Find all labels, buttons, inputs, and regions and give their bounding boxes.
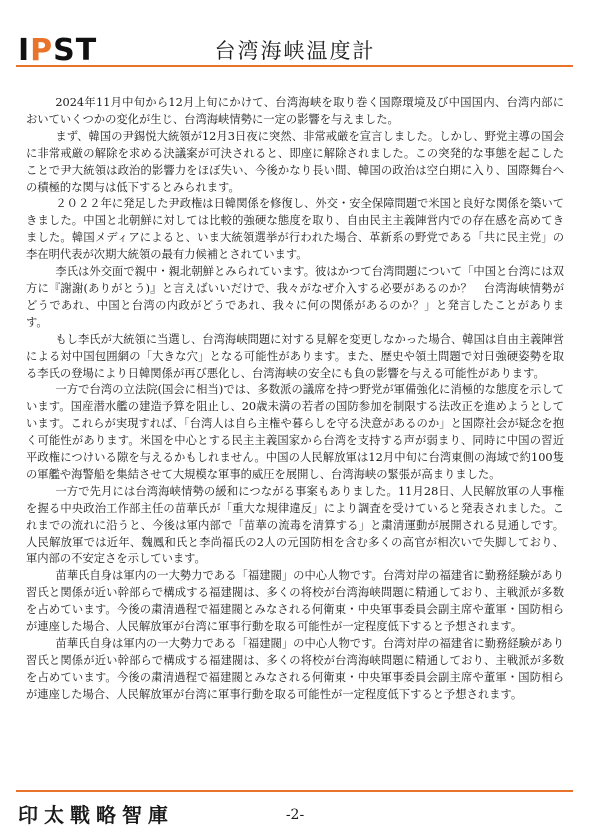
ipst-logo bbox=[18, 33, 98, 68]
paragraph: 一方で先月には台湾海峡情勢の緩和につながる事案もありました。11月28日、人民解放軍の人事権を握る中央政治工作部主任の苗華氏が「重大な規律違反」により調査を受けていると発表されました。これまでの流れに沿うと、今後は軍内部で「苗華の流毒を清算する」と粛清運動が展開される見通しです。人民解放軍では近年、魏鳳和氏と李尚福氏の2人の元国防相を含む多くの高官が相次いで失脚しており、軍内部の不安定さを示しています。 bbox=[26, 484, 564, 566]
page-number: -2- bbox=[285, 807, 305, 823]
page-header bbox=[0, 0, 589, 70]
publisher-name: 印太戰略智庫 bbox=[18, 803, 174, 827]
article-body bbox=[26, 95, 564, 704]
document-title: 台湾海峡温度計 bbox=[214, 39, 376, 63]
footer-divider bbox=[16, 790, 573, 792]
paragraph: 苗華氏自身は軍内の一大勢力である「福建閥」の中心人物です。台湾対岸の福建省に勤務経験があり習氏と関係が近い幹部らで構成する福建閥は、多くの将校が台湾海峡問題に精通しており、主戦派が多数を占めています。今後の粛清過程で福建閥とみなされる何衛東・中央軍事委員会副主席や董軍・国防相らが連座した場合、人民解放軍が台湾に軍事行動を取る可能性が一定程度低下すると予想されます。 bbox=[26, 637, 564, 701]
logo-letters-st: ST bbox=[53, 33, 98, 68]
paragraph: もし李氏が大統領に当選し、台湾海峡問題に対する見解を変更しなかった場合、韓国は自由主義陣営による対中国包囲網の「大きな穴」となる可能性があります。また、歴史や領土問題で対日強硬姿勢を取る李氏の登場により日韓関係が再び悪化し、台湾海峡の安全にも負の影響を与える可能性があります。 bbox=[26, 332, 564, 380]
paragraph: 2024年11月中旬から12月上旬にかけて、台湾海峡を取り巻く国際環境及び中国国内、台湾内部においていくつかの変化が生じ、台湾海峡情勢に一定の影響を与えました。 bbox=[26, 96, 564, 126]
paragraph: ２０２２年に発足した尹政権は日韓関係を修復し、外交・安全保障問題で米国と良好な関係を築いてきました。中国と北朝鮮に対しては比較的強硬な態度を取り、自由民主主義陣営内での存在感を高めてきました。韓国メディアによると、いま大統領選挙が行われた場合、革新系の野党である「共に民主党」の李在明代表が次期大統領の最有力候補とされています。 bbox=[26, 197, 564, 262]
paragraph: 李氏は外交面で親中・親北朝鮮とみられています。彼はかつて台湾問題について「中国と台湾には双方に『謝謝(ありがとう)』と言えばいいだけで、我々がなぜ介入する必要があるのか？ 台湾海峡情勢がどうであれ、中国と台湾の内政がどうであれ、我々に何の関係があるのか？」と発言したことがあります。 bbox=[26, 265, 564, 329]
paragraph: まず、韓国の尹錫悦大統領が12月3日夜に突然、非常戒厳を宣言しました。しかし、野党主導の国会に非常戒厳の解除を求める決議案が可決されると、即座に解除されました。この突発的な事態を起こしたことで尹大統領は政治的影響力をほぼ失い、今後かなり長い間、韓国の政治は空白期に入り、国際舞台への積極的な関与は低下するとみられます。 bbox=[26, 129, 564, 194]
logo-letter-p-accent: P bbox=[30, 33, 54, 68]
logo-letter-i: I bbox=[18, 33, 31, 68]
paragraph: 一方で台湾の立法院(国会に相当)では、多数派の議席を持つ野党が軍備強化に消極的な態度を示しています。国産潜水艦の建造予算を阻止し、20歳未満の若者の国防参加を制限する法改正を進めようとしています。これらが実現すれば、「台湾人は自ら主権や暮らしを守る決意があるのか」と国際社会が疑念を抱く可能性があります。米国を中心とする民主主義国家から台湾を支持する声が弱まり、同時に中国の習近平政権につけいる隙を与えるかもしれません。中国の人民解放軍は12月中旬に台湾東側の海域で約100隻の軍艦や海警船を集結させて大規模な軍事的威圧を展開し、台湾海峡の緊張が高まりました。 bbox=[26, 383, 564, 481]
paragraph: 苗華氏自身は軍内の一大勢力である「福建閥」の中心人物です。台湾対岸の福建省に勤務経験があり習氏と関係が近い幹部らで構成する福建閥は、多くの将校が台湾海峡問題に精通しており、主戦派が多数を占めています。今後の粛清過程で福建閥とみなされる何衛東・中央軍事委員会副主席や董軍・国防相らが連座した場合、人民解放軍が台湾に軍事行動を取る可能性が一定程度低下すると予想されます。 bbox=[26, 569, 564, 634]
header-divider bbox=[16, 65, 573, 67]
